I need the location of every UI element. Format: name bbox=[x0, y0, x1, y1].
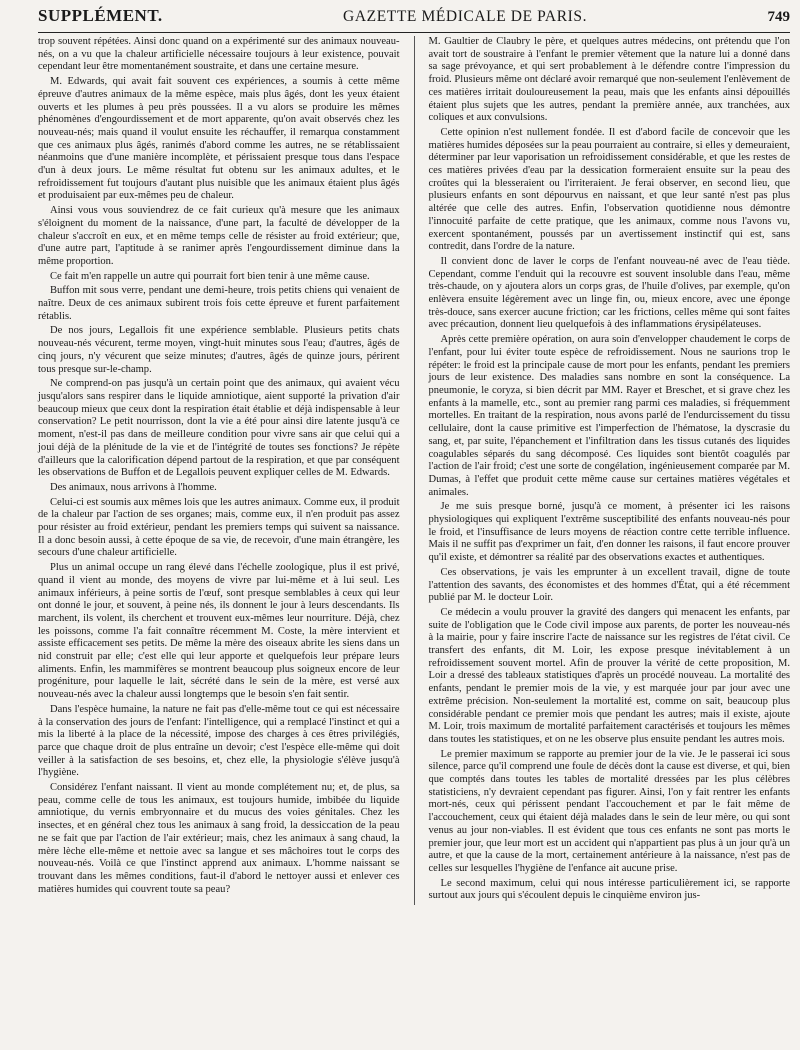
paragraph: Ce fait m'en rappelle un autre qui pourrait fort bien tenir à une même cause. bbox=[50, 270, 370, 282]
column-divider bbox=[414, 36, 415, 905]
right-column bbox=[429, 36, 791, 905]
text-columns bbox=[38, 36, 790, 905]
paragraph: Considérez l'enfant naissant. Il vient au monde complétement nu; et, de plus, sa peau, comme celle de tous les animaux, est toujours humide, imbibée du liquide amniotique, du vernis embryonnaire et du mucus des voies génitales. Chez les insectes, et en général chez tous les animaux à sang froid, la dessiccation de la peau ne se fait que par l'action de l'air extérieur; mais, chez les animaux à sang chaud, la mère lèche elle-même et nettoie avec sa langue et ses mâchoires tout le corps des nouveau-nés. Voilà ce que l'instinct apprend aux animaux. L'homme naissant se trouvant dans les mêmes conditions, faut-il d'abord le nettoyer aussi et enlever ces matières humides qui couvrent toute sa peau? bbox=[38, 782, 400, 895]
paragraph: Dans l'espèce humaine, la nature ne fait pas d'elle-même tout ce qui est nécessaire à la conservation des jours de l'enfant: l'intelligence, qui a remplacé l'instinct et qui a mis la liberté à la place de la nécessité, impose des charges à ces êtres privilégiés, parce que chaque droit de plus entraîne un devoir; c'est l'espèce elle-même qui doit veiller à la satisfaction de ses besoins, et, chez elle, la physiologie s'élève jusqu'à l'hygiène. bbox=[38, 703, 400, 779]
paragraph: Le second maximum, celui qui nous intéresse particulièrement ici, se rapporte surtout aux jours qui s'écoulent depuis le cinquième environ jus- bbox=[428, 877, 791, 902]
paragraph: Buffon mit sous verre, pendant une demi-heure, trois petits chiens qui venaient de naître. Deux de ces animaux subirent trois fois cette épreuve et furent parfaitement rétablis. bbox=[38, 285, 400, 322]
journal-title: GAZETTE MÉDICALE DE PARIS. bbox=[343, 8, 588, 25]
paragraph: Après cette première opération, on aura soin d'envelopper chaudement le corps de l'enfant, pour lui éviter toute espèce de refroidissement. Nous ne saurions trop le répéter: le froid est la principale cause de mort pour les enfants, pendant les premiers jours de leur existence. Des maladies sans nombre en sont la conséquence. La pneumonie, le coryza, si bien décrit par MM. Rayer et Breschet, et si grave chez les enfants à la mamelle, etc., sont au premier rang parmi ces maladies, si fréquemment mortelles. En traitant de la respiration, nous avons parlé de l'endurcissement du tissu cellulaire, dont la cause primitive est l'imperfection de l'hématose, la dyscrasie du sang, et, par suite, l'épanchement et l'infiltration dans les tissus cutanés des liquides coagulables séparés du sang décomposé. Ces liquides sont bientôt coagulés par l'action de l'air froid; c'est une sorte de congélation, ingénieusement comparée par M. Dumas, à l'effet que produit cette même cause sur certaines matières végétales et animales. bbox=[428, 334, 791, 498]
paragraph: Plus un animal occupe un rang élevé dans l'échelle zoologique, plus il est privé, quand il vient au monde, des moyens de vivre par lui-même et à lui seul. Les animaux inférieurs, à peine sortis de l'œuf, sont presque semblables à ceux qui leur ont donné le jour, et souvent, à peine nés, ils donnent le jour à leurs descendants. Ils marchent, ils volent, ils cherchent et trouvent eux-mêmes leur nourriture. Déjà, chez les poissons, comme l'a fait connaître récemment M. Coste, la mère intervient et assiste efficacement ses petits. De même la mère des oiseaux abrite les siens dans un nid construit par elle; c'est elle qui leur apporte et quelquefois leur prépare leurs aliments. Enfin, les mammifères se montrent beaucoup plus soigneux encore de leur progéniture, pour laquelle le lait, sécrété dans le sein de la mère, est versé aux nouveau-nés avec la chaleur aussi longtemps que le besoin s'en fait sentir. bbox=[38, 562, 400, 701]
supplement-label: SUPPLÉMENT. bbox=[38, 6, 163, 25]
paragraph: Cette opinion n'est nullement fondée. Il est d'abord facile de concevoir que les matières humides déposées sur la peau pourraient au contraire, si elles y demeuraient, déterminer par leur vaporisation un refroidissement considérable, et que les restes de ces matières privées d'eau par la dessication formeraient ensuite sur la peau des croûtes qui la blesseraient ou l'irriteraient. Je ferai observer, en second lieu, que plusieurs enfants en sont dépourvus en naissant, et que leur santé n'est pas plus altérée que celle des autres. Enfin, l'observation quotidienne nous démontre l'innocuité parfaite de cette pratique, que les animaux, comme nous l'avons vu, exercent spontanément, poussés par un avertissement instinctif qui est, sans contredit, dans l'ordre de la nature. bbox=[428, 126, 791, 253]
paragraph: M. Edwards, qui avait fait souvent ces expériences, a soumis à cette même épreuve d'autres animaux de la même espèce, mais plus âgés, dont les yeux étaient ouverts et les plumes à peu près poussées. Il a vu alors se produire les mêmes phénomènes d'engourdissement et de mort apparente, qu'on avait observés chez les nouveau-nés; mais quand il voulut ensuite les réchauffer, il remarqua constamment que ces animaux plus âgés, ranimés d'abord comme les autres, ne se rétablissaient néanmoins que d'une manière incomplète, et périssaient presque tous dans l'espace d'un à deux jours. Le même résultat fut obtenu sur les animaux adultes, et le refroidissement fut toujours d'autant plus nuisible que les animaux étaient plus âgés et produisaient par eux-mêmes peu de chaleur. bbox=[38, 76, 400, 202]
paragraph: Celui-ci est soumis aux mêmes lois que les autres animaux. Comme eux, il produit de la chaleur par l'action de ses organes; mais, comme eux, il n'en produit pas assez pour résister au froid extérieur, pendant les premiers temps qui suivent sa naissance. Il a donc besoin aussi, à cette époque de sa vie, de recevoir, d'une main étrangère, les secours d'une chaleur artificielle. bbox=[38, 496, 400, 559]
paragraph: Je me suis presque borné, jusqu'à ce moment, à présenter ici les raisons physiologiques qui expliquent l'extrême susceptibilité des enfants nouveau-nés pour le froid, et l'insuffisance de leurs moyens de réaction contre cette terrible influence. Mais il ne suffit pas d'exprimer un fait, d'en donner les raisons, il faut encore prouver qu'il existe, et démontrer sa réalité par des observations exactes et authentiques. bbox=[428, 501, 791, 564]
page-header bbox=[38, 6, 790, 33]
paragraph: Ainsi vous vous souviendrez de ce fait curieux qu'à mesure que les animaux s'éloignent du moment de la naissance, d'une part, la faculté de développer de la chaleur s'accroît en eux, et en même temps celle de résister au froid extérieur; que, d'une autre part, l'aptitude à se ranimer après l'engourdissement diminue dans la même proportion. bbox=[38, 205, 400, 267]
paragraph: Le premier maximum se rapporte au premier jour de la vie. Je le passerai ici sous silence, parce qu'il comprend une foule de décès dont la cause est diverse, et qui, bien que comptés dans toutes les tables de mortalité dressées par les plus célèbres statisticiens, n'y devraient cependant pas figurer. Ainsi, l'on y fait rentrer les enfants mort-nés, ceux qui périssent pendant l'accouchement et par le fait même de l'accouchement, ceux qui étaient déjà malades dans le sein de leur mère, ou qui sont venus au jour non-viables. Il est évident que tous ces enfants ne sont pas morts le premier jour, que leur mort est un accident qui n'appartient pas plus à un jour qu'à un autre, et que la cause de la mort, certainement antérieure à la naissance, n'est pas de celles sur lesquelles l'hygiène de l'enfance ait aucune prise. bbox=[428, 748, 791, 874]
left-column bbox=[38, 36, 400, 905]
paragraph: trop souvent répétées. Ainsi donc quand on a expérimenté sur des animaux nouveau-nés, on a vu que la chaleur artificielle nécessaire toujours à leur existence, pouvait cependant leur être momentanément soustraite, et dans une certaine mesure. bbox=[38, 36, 400, 73]
paragraph: De nos jours, Legallois fit une expérience semblable. Plusieurs petits chats nouveau-nés vécurent, terme moyen, vingt-huit minutes sous l'eau; d'autres, âgés de cinq jours, n'y vécurent que seize minutes; d'autres, âgés de quinze jours, périrent tous presque sur-le-champ. bbox=[38, 325, 400, 375]
paragraph: Ces observations, je vais les emprunter à un excellent travail, digne de toute l'attention des savants, des économistes et des hommes d'État, qui a été récemment publié par M. le docteur Loir. bbox=[428, 566, 791, 604]
paragraph: Des animaux, nous arrivons à l'homme. bbox=[50, 481, 217, 493]
paragraph: M. Gaultier de Claubry le père, et quelques autres médecins, ont prétendu que l'on avait tort de soustraire à l'enfant le premier vêtement que la nature lui a donné dans sa sage prévoyance, et qui sert probablement à le défendre contre l'impression du froid. Plusieurs même ont déclaré avoir remarqué que non-seulement l'enlèvement de ces matières irritait douloureusement la peau, mais que les enfants ainsi dépouillés étaient plus sujets que les autres, pendant la première année, aux tranchées, aux coliques et aux convulsions. bbox=[428, 36, 791, 124]
paragraph: Ce médecin a voulu prouver la gravité des dangers qui menacent les enfants, par suite de l'obligation que le Code civil impose aux parents, de porter les nouveau-nés à la mairie, pour y faire inscrire l'acte de naissance sur les registres de l'état civil. Ce transfert des enfants, dit M. Loir, les expose presque inévitablement à un refroidissement souvent mortel. Afin de prouver la vérité de cette proposition, M. Loir a dressé des tableaux statistiques d'après un procédé nouveau. La mortalité des enfants, pendant le premier mois de la vie, y est marquée jour par jour avec une extrême précision. Non-seulement la mortalité est, comme on sait, beaucoup plus considérable pendant ce premier mois que pendant les autres; mais il existe, ajoute M. Loir, trois maximum de mortalité parfaitement caractérisés et toujours les mêmes dans toutes les statistiques, et on ne les observe plus ensuite pendant les autres mois. bbox=[428, 606, 791, 745]
paragraph: Ne comprend-on pas jusqu'à un certain point que des animaux, qui avaient vécu jusqu'alors sans respirer dans le liquide amniotique, aient supporté la privation d'air beaucoup mieux que ceux dont la respiration était établie et déjà indispensable à leur conservation? Le petit nourrisson, dont la vie a été pour ainsi dire latente jusqu'à ce moment, n'est-il pas dans de meilleure condition pour vivre sans air que celui qui a joui déjà de la plénitude de la vie et de l'intégrité de toutes ses fonctions? Je répète d'ailleurs que la calorification dépend partout de la respiration, et que par conséquent les observations de Buffon et de Legallois peuvent expliquer celles de M. Edwards. bbox=[38, 378, 400, 479]
page-number: 749 bbox=[767, 9, 790, 25]
paragraph: Il convient donc de laver le corps de l'enfant nouveau-né avec de l'eau tiède. Cependant, comme l'enduit qui la recouvre est souvent insoluble dans l'eau, même très-chaude, on y ajoutera alors un corps gras, de l'huile d'olives, par exemple, qu'on enlèvera ensuite légèrement avec un linge fin, ou, mieux encore, avec une éponge très-douce, sans exercer aucune friction; car les frictions, celles même qui sont faites avec précaution, donnent lieu quelquefois à des inflammations érysipélateuses. bbox=[428, 255, 791, 331]
